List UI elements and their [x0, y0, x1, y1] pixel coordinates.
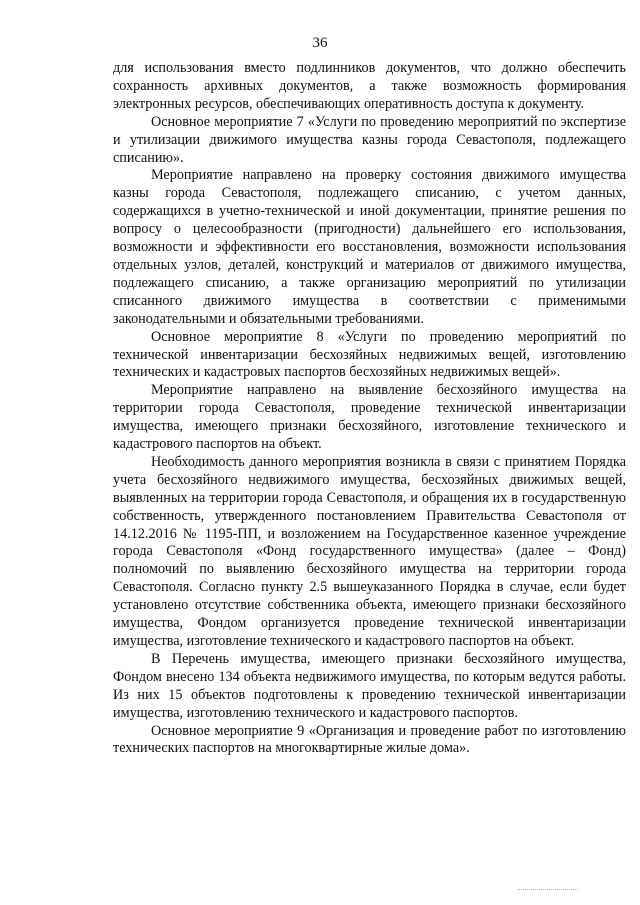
scan-artifact	[518, 889, 578, 891]
paragraph-main-activity-7: Основное мероприятие 7 «Услуги по проведению мероприятий по экспертизе и утилизации движимого имущества казны города Севастополя, подлежащего списанию».	[113, 113, 626, 166]
paragraph-main-activity-8: Основное мероприятие 8 «Услуги по проведению мероприятий по технической инвентаризации бесхозяйных недвижимых вещей, изготовлению технических и кадастровых паспортов бесхозяйных недвижимых вещей».	[113, 328, 626, 381]
paragraph-activity-7-description: Мероприятие направлено на проверку состояния движимого имущества казны города Севастополя, подлежащего списанию, с учетом данных, содержащихся в учетно-технической и иной документации, принятие решения по вопросу о целесообразности (пригодности) дальнейшего его использования, возможности и эффективности его восстановления, возможности использования отдельных узлов, деталей, конструкций и материалов от движимого имущества, подлежащего списанию, а также организацию мероприятий по утилизации списанного движимого имущества в соответствии с применимыми законодательными и обязательными требованиями.	[113, 167, 626, 327]
page-number: 36	[312, 35, 328, 51]
paragraph-continuation: для использования вместо подлинников документов, что должно обеспечить сохранность архивных документов, а также возможность формирования электронных ресурсов, обеспечивающих оперативность доступа к документу.	[113, 60, 626, 112]
document-body	[113, 60, 626, 758]
paragraph-activity-8-necessity: Необходимость данного мероприятия возникла в связи с принятием Порядка учета бесхозяйного недвижимого имущества, бесхозяйных движимых вещей, выявленных на территории города Севастополя, и обращения их в государственную собственность, утвержденного постановлением Правительства Севастополя от 14.12.2016 № 1195-ПП, и возложением на Государственное казенное учреждение города Севастополя «Фонд государственного имущества» (далее – Фонд) полномочий по выявлению бесхозяйного имущества на территории города Севастополя. Согласно пункту 2.5 вышеуказанного Порядка в случае, если будет установлено отсутствие собственника объекта, имеющего признаки бесхозяйного имущества, Фондом организуется проведение технической инвентаризации имущества, изготовление технического и кадастрового паспортов на объект.	[113, 453, 626, 649]
paragraph-property-list: В Перечень имущества, имеющего признаки бесхозяйного имущества, Фондом внесено 134 объекта недвижимого имущества, по которым ведутся работы. Из них 15 объектов подготовлены к проведению технической инвентаризации имущества, изготовлению технического и кадастрового паспортов.	[113, 650, 626, 721]
paragraph-activity-8-description: Мероприятие направлено на выявление бесхозяйного имущества на территории города Севастополя, проведение технической инвентаризации имущества, имеющего признаки бесхозяйного, изготовление технического и кадастрового паспортов на объект.	[113, 382, 626, 453]
paragraph-main-activity-9: Основное мероприятие 9 «Организация и проведение работ по изготовлению технических паспортов на многоквартирные жилые дома».	[113, 722, 626, 757]
